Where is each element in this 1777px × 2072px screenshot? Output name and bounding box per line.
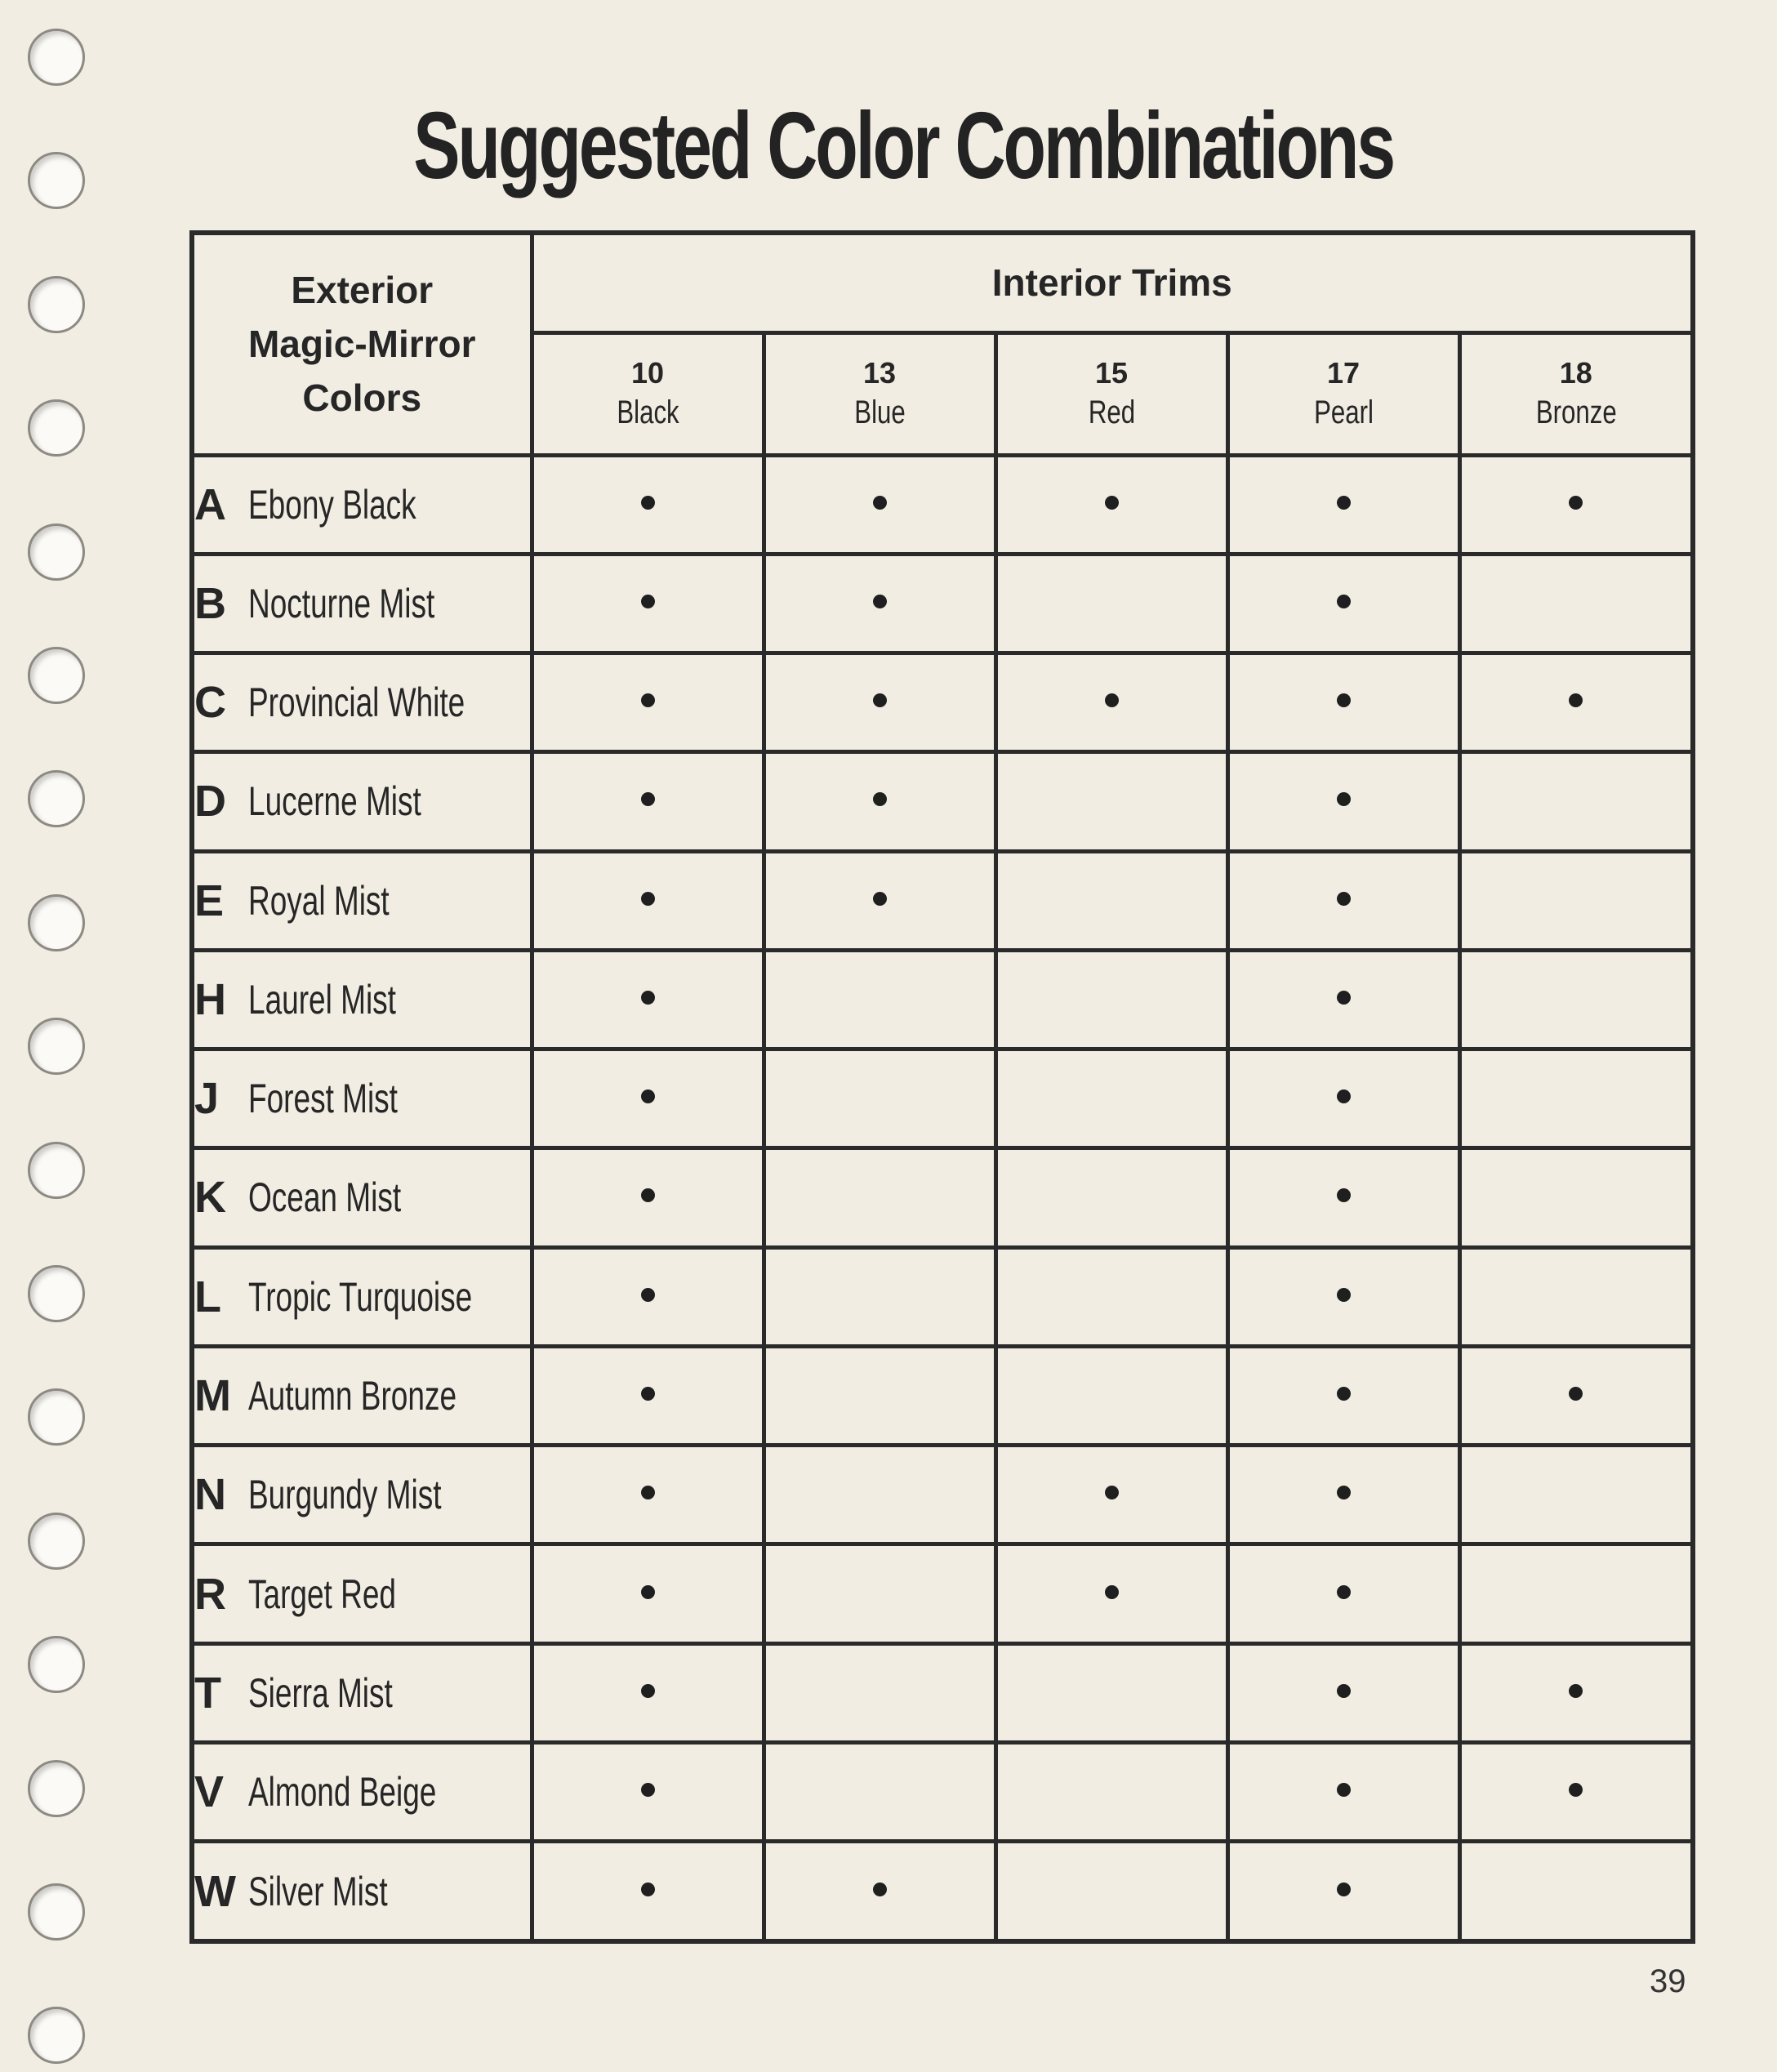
combination-cell [532,1247,764,1346]
color-letter: W [194,1866,236,1916]
binder-hole [28,1142,85,1199]
trim-header [764,332,995,455]
trim-code: 17 [1326,356,1361,390]
color-letter: N [194,1470,226,1520]
combination-cell [764,950,995,1049]
combination-cell [995,950,1227,1049]
color-name: Forest Mist [248,1076,398,1122]
combination-dot-icon [873,892,887,906]
color-letter: A [194,479,226,529]
combination-cell [532,653,764,752]
combination-cell [764,1742,995,1841]
binder-hole [28,1018,85,1075]
combination-dot-icon [641,792,655,806]
table-row [192,1842,1693,1941]
color-letter: R [194,1569,226,1619]
table-row [192,1446,1693,1544]
binder-hole [28,1636,85,1693]
combination-cell [764,1247,995,1346]
color-name: Target Red [248,1571,396,1617]
trim-code: 18 [1559,356,1592,390]
color-name: Nocturne Mist [248,580,435,626]
color-letter: K [194,1173,226,1223]
exterior-color-cell [192,1049,532,1148]
trim-header [995,332,1227,455]
table-row [192,1544,1693,1643]
exterior-color-cell [192,1148,532,1247]
combination-cell [764,851,995,950]
combination-cell [764,554,995,653]
combination-dot-icon [1337,1585,1351,1599]
table-row [192,653,1693,752]
color-name: Provincial White [248,680,465,726]
exterior-color-cell [192,1742,532,1841]
combination-cell [1459,1049,1693,1148]
combination-cell [532,1544,764,1643]
binder-hole [28,647,85,704]
table-row [192,851,1693,950]
combination-cell [995,1742,1227,1841]
trim-name: Blue [853,394,906,430]
binder-holes [0,0,114,2072]
combination-dot-icon [1337,892,1351,906]
combination-cell [1459,1148,1693,1247]
table-row [192,1049,1693,1148]
exterior-color-cell [192,1544,532,1643]
combination-dot-icon [873,496,887,510]
combination-cell [764,455,995,554]
color-name: Silver Mist [248,1868,388,1914]
combination-cell [1459,950,1693,1049]
color-letter: D [194,777,226,827]
combination-dot-icon [1569,693,1583,707]
combination-dot-icon [1337,1783,1351,1797]
combination-cell [532,1643,764,1742]
exterior-color-cell [192,1346,532,1445]
combination-cell [1227,950,1459,1049]
combination-dot-icon [1569,496,1583,510]
binder-hole [28,770,85,827]
exterior-color-cell [192,950,532,1049]
combination-cell [764,1544,995,1643]
combination-cell [995,1247,1227,1346]
table-row [192,1643,1693,1742]
exterior-color-cell [192,554,532,653]
color-letter: V [194,1767,225,1817]
table-row [192,752,1693,851]
color-name: Tropic Turquoise [248,1273,473,1320]
combination-dot-icon [641,1486,655,1499]
combination-cell [1459,554,1693,653]
binder-hole [28,1513,85,1570]
combination-dot-icon [1337,1188,1351,1202]
combination-cell [1459,851,1693,950]
combination-cell [995,1643,1227,1742]
trim-name: Bronze [1535,394,1617,430]
exterior-color-cell [192,455,532,554]
trim-code: 15 [1094,356,1129,390]
combination-cell [995,1842,1227,1941]
combination-cell [995,1346,1227,1445]
combination-cell [995,653,1227,752]
combination-cell [764,1148,995,1247]
combination-cell [1227,1247,1459,1346]
combination-cell [1227,1544,1459,1643]
combination-cell [1459,455,1693,554]
binder-hole [28,276,85,333]
combination-cell [1227,851,1459,950]
exterior-color-cell [192,851,532,950]
table-row [192,1148,1693,1247]
combination-dot-icon [641,991,655,1005]
exterior-color-cell [192,752,532,851]
combination-dot-icon [1105,496,1119,510]
combination-cell [1227,1446,1459,1544]
table-row [192,1346,1693,1445]
combination-cell [532,851,764,950]
combination-dot-icon [1337,1387,1351,1401]
combination-cell [764,1643,995,1742]
combination-cell [995,1446,1227,1544]
combination-cell [1227,653,1459,752]
combination-dot-icon [641,1883,655,1896]
trim-code: 10 [630,356,665,390]
color-letter: L [194,1272,221,1321]
combination-cell [1459,653,1693,752]
combination-cell [532,752,764,851]
color-letter: T [194,1668,221,1718]
combination-cell [995,1049,1227,1148]
combination-dot-icon [1337,693,1351,707]
combination-cell [532,950,764,1049]
combination-dot-icon [641,1288,655,1302]
combination-cell [1459,1842,1693,1941]
combination-cell [1459,752,1693,851]
binder-hole [28,2007,85,2064]
combination-cell [532,1346,764,1445]
combination-dot-icon [641,1089,655,1103]
binder-hole [28,894,85,951]
color-letter: E [194,876,225,925]
combination-dot-icon [873,693,887,707]
exterior-color-cell [192,1446,532,1544]
binder-hole [28,1760,85,1817]
combination-cell [1227,455,1459,554]
combination-dot-icon [1337,1883,1351,1896]
color-letter: J [194,1074,220,1124]
combination-dot-icon [1337,1486,1351,1499]
table-row [192,1742,1693,1841]
page-number: 39 [1650,1963,1686,1999]
combination-dot-icon [641,892,655,906]
combination-cell [1459,1544,1693,1643]
binder-hole [28,1883,85,1941]
binder-hole [28,29,85,86]
color-name: Sierra Mist [248,1669,393,1716]
combination-dot-icon [873,792,887,806]
combination-cell [995,752,1227,851]
combination-dot-icon [1337,496,1351,510]
combination-cell [1227,1346,1459,1445]
color-name: Almond Beige [248,1769,437,1816]
combination-cell [532,1148,764,1247]
table-row [192,950,1693,1049]
table-row [192,554,1693,653]
exterior-color-cell [192,653,532,752]
color-letter: M [194,1371,231,1421]
combination-cell [764,1346,995,1445]
binder-hole [28,399,85,457]
combination-cell [532,1742,764,1841]
combination-dot-icon [1337,1684,1351,1698]
color-name: Ocean Mist [248,1174,402,1221]
exterior-colors-header: Exterior Magic-Mirror Colors [192,233,532,455]
combination-dot-icon [641,1387,655,1401]
exterior-color-cell [192,1643,532,1742]
combination-cell [1227,752,1459,851]
combination-dot-icon [1337,1288,1351,1302]
color-name: Lucerne Mist [248,778,421,825]
binder-hole [28,524,85,581]
combination-dot-icon [1569,1387,1583,1401]
trim-name: Red [1088,394,1135,430]
trim-header [1227,332,1459,455]
combination-cell [1459,1446,1693,1544]
combination-cell [1459,1643,1693,1742]
table-row [192,1247,1693,1346]
combination-dot-icon [1337,595,1351,608]
binder-hole [28,152,85,209]
combination-cell [532,1049,764,1148]
binder-hole [28,1265,85,1322]
combination-cell [1227,1049,1459,1148]
exterior-color-cell [192,1247,532,1346]
combination-cell [1227,1742,1459,1841]
combination-dot-icon [1569,1783,1583,1797]
combination-dot-icon [641,1783,655,1797]
color-name: Ebony Black [248,481,416,528]
combination-cell [532,554,764,653]
combination-dot-icon [873,1883,887,1896]
combination-dot-icon [1569,1684,1583,1698]
combination-dot-icon [641,496,655,510]
combination-cell [995,1148,1227,1247]
color-name: Autumn Bronze [248,1373,457,1419]
interior-trims-header: Interior Trims [532,233,1693,332]
combination-cell [532,1446,764,1544]
combination-cell [764,1446,995,1544]
table-row [192,455,1693,554]
combination-dot-icon [641,595,655,608]
color-name: Laurel Mist [248,976,396,1023]
combination-cell [764,752,995,851]
color-letter: H [194,974,226,1024]
combination-cell [995,455,1227,554]
combination-dot-icon [1105,693,1119,707]
trim-name: Pearl [1313,394,1374,430]
page-title: Suggested Color Combinations [413,92,1394,198]
color-combinations-table [189,230,1695,1944]
combination-dot-icon [641,1188,655,1202]
trim-header [532,332,764,455]
combination-cell [1459,1346,1693,1445]
combination-cell [532,1842,764,1941]
combination-dot-icon [641,1684,655,1698]
color-name: Royal Mist [248,877,390,924]
combination-dot-icon [1337,792,1351,806]
combination-cell [995,1544,1227,1643]
trim-code: 13 [862,356,897,390]
combination-cell [1227,1148,1459,1247]
color-letter: C [194,678,226,728]
combination-cell [764,1842,995,1941]
trim-name: Black [616,394,679,430]
combination-cell [1459,1247,1693,1346]
binder-hole [28,1388,85,1446]
combination-cell [1459,1742,1693,1841]
combination-dot-icon [873,595,887,608]
combination-dot-icon [1105,1486,1119,1499]
color-name: Burgundy Mist [248,1472,442,1518]
combination-dot-icon [1337,991,1351,1005]
combination-dot-icon [641,693,655,707]
combination-cell [995,554,1227,653]
color-letter: B [194,578,226,628]
exterior-color-cell [192,1842,532,1941]
combination-cell [1227,1842,1459,1941]
combination-dot-icon [1337,1089,1351,1103]
combination-cell [532,455,764,554]
combination-cell [995,851,1227,950]
trim-header [1459,332,1693,455]
combination-cell [764,1049,995,1148]
combination-dot-icon [1105,1585,1119,1599]
combination-dot-icon [641,1585,655,1599]
combination-cell [1227,554,1459,653]
combination-cell [764,653,995,752]
combination-cell [1227,1643,1459,1742]
